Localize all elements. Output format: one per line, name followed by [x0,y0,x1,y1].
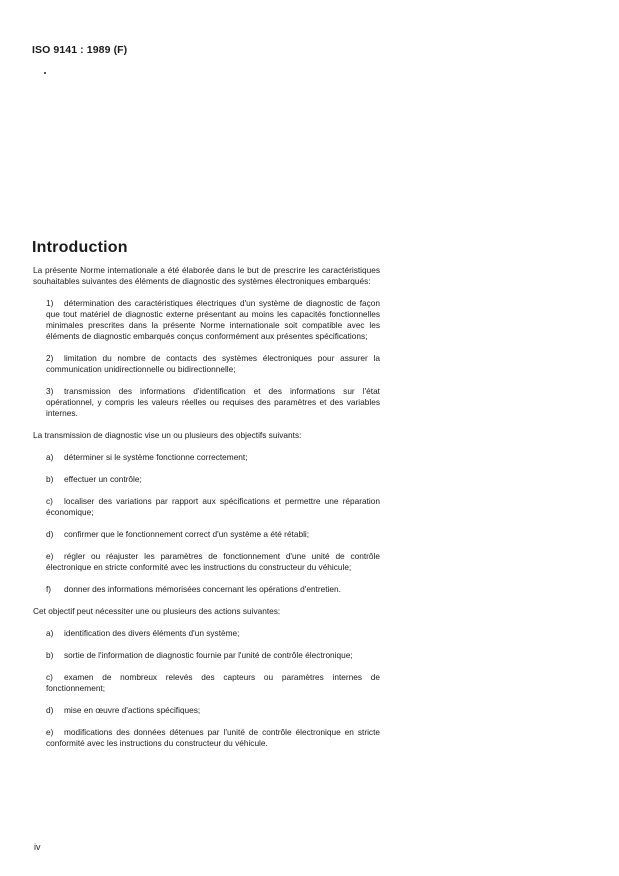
item-text: détermination des caractéristiques électriques d'un système de diagnostic de façon que tout matériel de diagnostic externe présentant au moins les capacités fonctionnelles minimales prescrites dans la présente Norme internationale soit compatible avec les éléments de diagnostic embarqués conçus conformément aux présentes spécifications; [46,298,380,341]
item-number: f) [46,584,52,594]
item-text: donner des informations mémorisées concernant les opérations d'entretien. [64,584,341,594]
item-text: limitation du nombre de contacts des systèmes électroniques pour assurer la communication unidirectionnelle ou bidirectionnelle; [46,353,380,374]
item-number: d) [46,705,54,715]
item-number: 2) [46,353,54,363]
action-item [33,672,380,694]
characteristic-item [33,386,380,419]
item-number: a) [46,452,54,462]
item-number: c) [46,496,53,506]
document-body [33,265,380,749]
objective-item [33,551,380,573]
item-text: localiser des variations par rapport aux spécifications et permettre une réparation économique; [46,496,380,517]
characteristic-item [33,298,380,342]
item-text: modifications des données détenues par l'unité de contrôle électronique en stricte conformité avec les instructions du constructeur du véhicule. [46,727,380,748]
item-text: effectuer un contrôle; [64,474,142,484]
action-item [33,650,380,661]
action-item [33,628,380,639]
item-text: identification des divers éléments d'un système; [64,628,240,638]
item-text: déterminer si le système fonctionne correctement; [64,452,248,462]
item-number: b) [46,650,54,660]
objective-item [33,584,380,595]
characteristic-item [33,353,380,375]
actions-intro: Cet objectif peut nécessiter une ou plusieurs des actions suivantes: [33,606,281,616]
item-text: confirmer que le fonctionnement correct d'un système a été rétabli; [64,529,310,539]
section-title: Introduction [32,239,128,256]
item-number: d) [46,529,54,539]
objectives-intro: La transmission de diagnostic vise un ou plusieurs des objectifs suivants: [33,430,302,440]
item-text: régler ou réajuster les paramètres de fonctionnement d'une unité de contrôle électronique en stricte conformité avec les instructions du constructeur du véhicule; [46,551,380,572]
action-item [33,705,380,716]
item-text: examen de nombreux relevés des capteurs ou paramètres internes de fonctionnement; [46,672,380,693]
item-number: 1) [46,298,54,308]
objective-item [33,496,380,518]
item-number: e) [46,727,54,737]
page-number: iv [34,842,41,852]
item-number: 3) [46,386,54,396]
objective-item [33,474,380,485]
action-item [33,727,380,749]
intro-paragraph: La présente Norme internationale a été élaborée dans le but de prescrire les caractéristiques souhaitables suivantes des éléments de diagnostic des systèmes électroniques embarqués: [33,265,380,286]
scan-speck [44,72,46,74]
item-text: sortie de l'information de diagnostic fournie par l'unité de contrôle électronique; [64,650,353,660]
item-number: a) [46,628,54,638]
item-number: e) [46,551,54,561]
standard-reference: ISO 9141 : 1989 (F) [32,44,128,56]
item-text: transmission des informations d'identification et des informations sur l'état opérationnel, y compris les valeurs réelles ou requises des paramètres et des variables internes. [46,386,380,418]
objective-item [33,529,380,540]
item-text: mise en œuvre d'actions spécifiques; [64,705,201,715]
objective-item [33,452,380,463]
item-number: b) [46,474,54,484]
item-number: c) [46,672,53,682]
